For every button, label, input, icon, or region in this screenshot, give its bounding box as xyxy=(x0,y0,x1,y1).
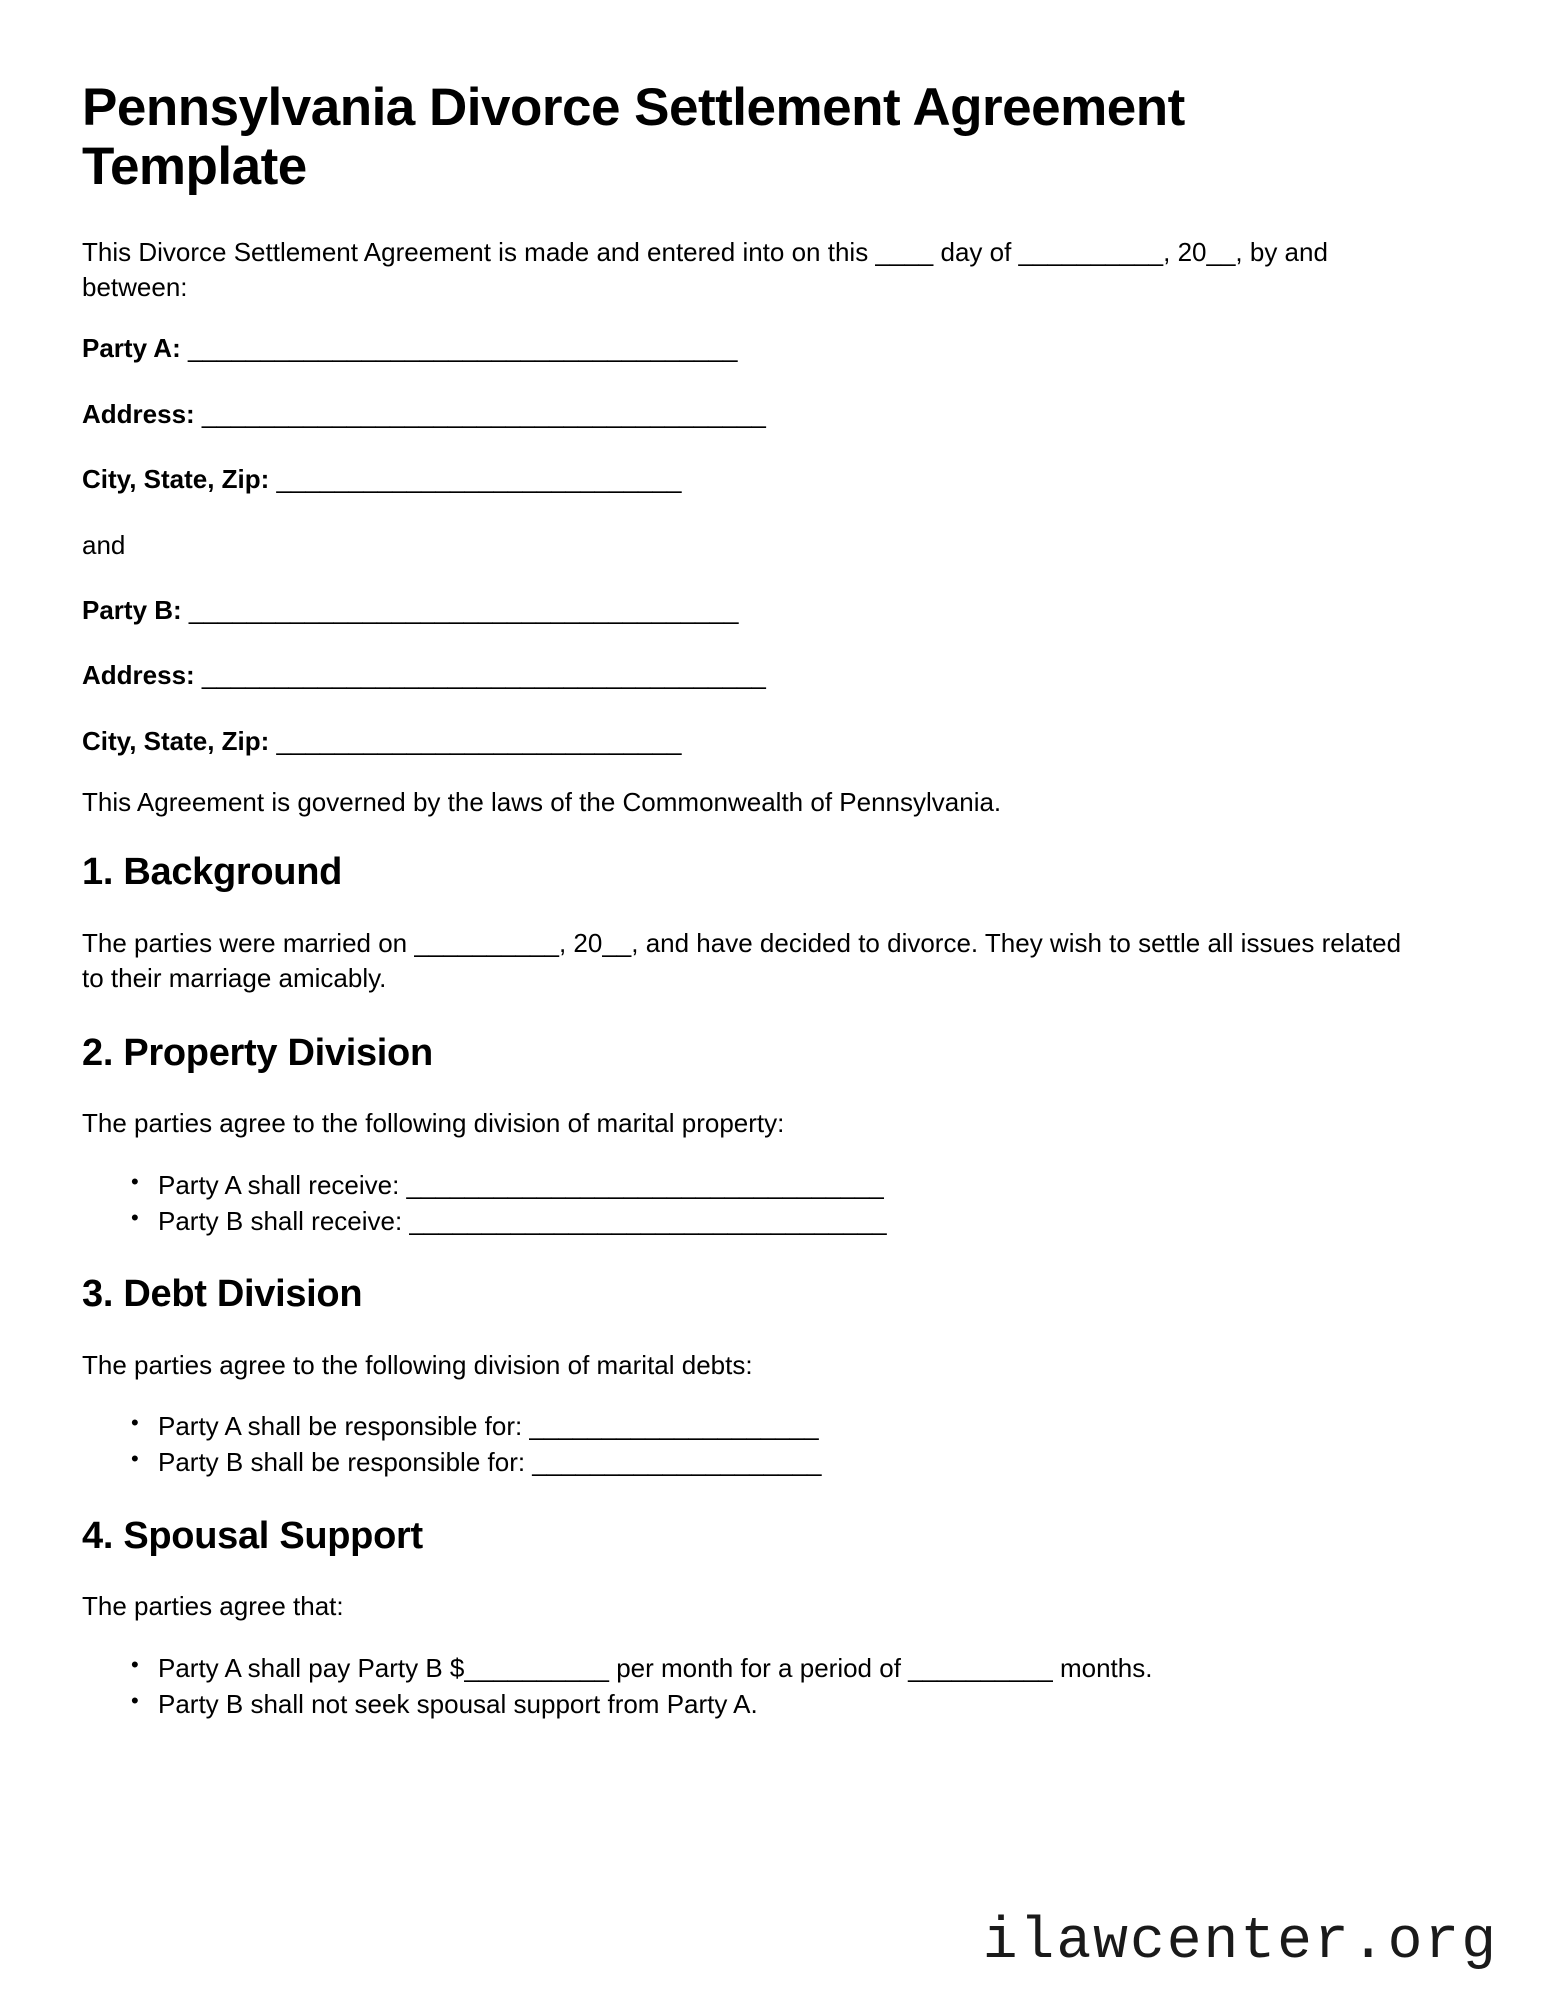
party-a-city-label: City, State, Zip: xyxy=(82,464,270,495)
party-a-city-blank[interactable]: ____________________________ xyxy=(269,464,682,495)
list-item: • Party B shall be responsible for: ____________________ xyxy=(158,1445,1458,1479)
party-b-city-field xyxy=(82,724,1458,759)
spousal-support-list xyxy=(82,1651,1458,1722)
party-b-address-field xyxy=(82,658,1458,693)
list-item: • Party B shall not seek spousal support from Party A. xyxy=(158,1687,1458,1721)
party-a-address-blank[interactable]: _______________________________________ xyxy=(194,398,766,429)
debt-division-list xyxy=(82,1409,1458,1480)
list-item: • Party A shall be responsible for: ____________________ xyxy=(158,1409,1458,1443)
list-item: • Party A shall receive: _________________________________ xyxy=(158,1168,1458,1202)
party-b-name-blank[interactable]: ______________________________________ xyxy=(181,594,739,625)
section-body-property-division: The parties agree to the following division of marital property: xyxy=(82,1108,785,1139)
site-watermark: ilawcenter.org xyxy=(982,1910,1498,1975)
section-body-background: The parties were married on __________, 20__, and have decided to divorce. They wish to settle all issues related to their marriage amicably. xyxy=(82,927,1402,994)
party-a-address-field xyxy=(82,397,1458,432)
party-b-city-blank[interactable]: ____________________________ xyxy=(269,725,682,756)
property-division-list xyxy=(82,1168,1458,1239)
party-a-city-field xyxy=(82,462,1458,497)
page-title: Pennsylvania Divorce Settlement Agreement Template xyxy=(82,78,1185,197)
section-body-spousal-support: The parties agree that: xyxy=(82,1591,344,1622)
list-item: • Party A shall pay Party B $__________ per month for a period of __________ months. xyxy=(158,1651,1458,1685)
section-heading-background: 1. Background xyxy=(82,851,343,894)
list-item: • Party B shall receive: _________________________________ xyxy=(158,1204,1458,1238)
party-a-address-label: Address: xyxy=(82,398,195,429)
governing-law-paragraph: This Agreement is governed by the laws of the Commonwealth of Pennsylvania. xyxy=(82,786,1002,817)
party-a-name-blank[interactable]: ______________________________________ xyxy=(180,333,738,364)
party-b-address-label: Address: xyxy=(82,660,195,691)
party-a-name-label: Party A: xyxy=(82,333,181,364)
section-heading-spousal-support: 4. Spousal Support xyxy=(82,1514,423,1557)
party-b-address-blank[interactable]: _______________________________________ xyxy=(194,660,766,691)
section-heading-property-division: 2. Property Division xyxy=(82,1031,433,1074)
section-body-debt-division: The parties agree to the following division of marital debts: xyxy=(82,1349,753,1380)
party-a-name-field xyxy=(82,331,1458,366)
section-heading-debt-division: 3. Debt Division xyxy=(82,1273,363,1316)
conjunction-and: and xyxy=(82,529,126,560)
intro-paragraph: This Divorce Settlement Agreement is made and entered into on this ____ day of __________, 20__, by and between: xyxy=(82,236,1328,303)
party-b-name-field xyxy=(82,593,1458,628)
party-b-city-label: City, State, Zip: xyxy=(82,725,270,756)
party-b-name-label: Party B: xyxy=(82,594,182,625)
